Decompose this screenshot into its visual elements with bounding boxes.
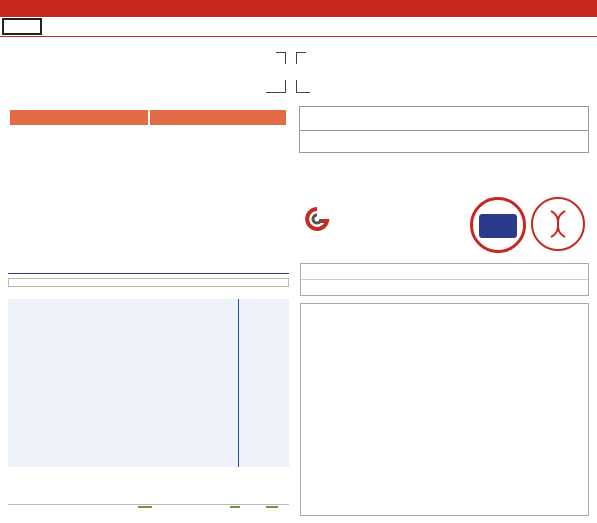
header-col-deca: [223, 0, 309, 17]
genotipado-seal: [531, 197, 585, 251]
ix-v-aob450: [552, 131, 588, 152]
ix-v-egc: [480, 131, 516, 152]
acas-footer: [8, 504, 289, 515]
acas-zero-line: [238, 299, 239, 467]
ix-v-egd100: [444, 131, 480, 152]
acas-col-headers: [8, 289, 289, 299]
header-table: [0, 0, 597, 37]
acas-footer-value: [138, 506, 152, 508]
values-row: [0, 17, 597, 37]
deca-value: [223, 17, 308, 36]
variedad-value: [129, 17, 223, 36]
ix-h-aob450: [552, 107, 588, 130]
categoria-value: [309, 17, 429, 36]
header-col-rp: [0, 0, 43, 17]
acas-footer-class: [266, 506, 278, 508]
padre-header: [10, 110, 148, 125]
parents-table: [10, 110, 286, 145]
ix-h-aob: [300, 107, 336, 130]
header-col-hbp: [43, 0, 129, 17]
dam-bracket: [296, 52, 306, 64]
ix-h-im: [336, 107, 372, 130]
ix-h-egc: [480, 107, 516, 130]
sire-dam-bracket: [266, 80, 286, 93]
rp-value: [2, 18, 42, 35]
acasalamento-title: [8, 262, 289, 274]
ix-h-ratio: [372, 107, 408, 130]
header-col-nacimiento: [428, 0, 522, 17]
indices-table: [299, 106, 589, 153]
dam-dam-bracket: [296, 80, 310, 93]
dna-icon: [533, 199, 583, 249]
acas-footer-class-value: [230, 506, 240, 508]
ix-h-marmoleo: [516, 107, 552, 130]
header-col-variedad: [128, 0, 222, 17]
ix-v-marmoleo: [516, 131, 552, 152]
acas-rows: [8, 299, 289, 467]
decas-top-col-row: [301, 272, 588, 280]
padre-value: [10, 125, 148, 145]
decas-top-panel: [300, 263, 589, 296]
cesug-seal: [470, 197, 526, 253]
peso-value: [523, 17, 597, 36]
acas-subtitle-bar: [8, 278, 289, 287]
ix-h-egd: [408, 107, 444, 130]
ix-v-ratio: [372, 131, 408, 152]
gensys-mark-icon: [303, 207, 331, 231]
cesug-seal-inner: [479, 214, 517, 238]
fecha-header: [150, 110, 286, 125]
header-row: [0, 0, 597, 17]
fecha-value: [148, 125, 284, 145]
ix-v-im: [336, 131, 372, 152]
hbp-value: [44, 17, 129, 36]
decas-bottom-panel: [300, 303, 589, 516]
nacimiento-value: [429, 17, 523, 36]
gensys-logo: [303, 207, 337, 231]
acasalamento-panel: [8, 262, 289, 520]
ix-v-egd: [408, 131, 444, 152]
sire-bracket: [276, 52, 286, 64]
header-col-peso: [522, 0, 597, 17]
header-col-categoria: [308, 0, 428, 17]
ix-h-egd100: [444, 107, 480, 130]
ix-v-aob: [300, 131, 336, 152]
